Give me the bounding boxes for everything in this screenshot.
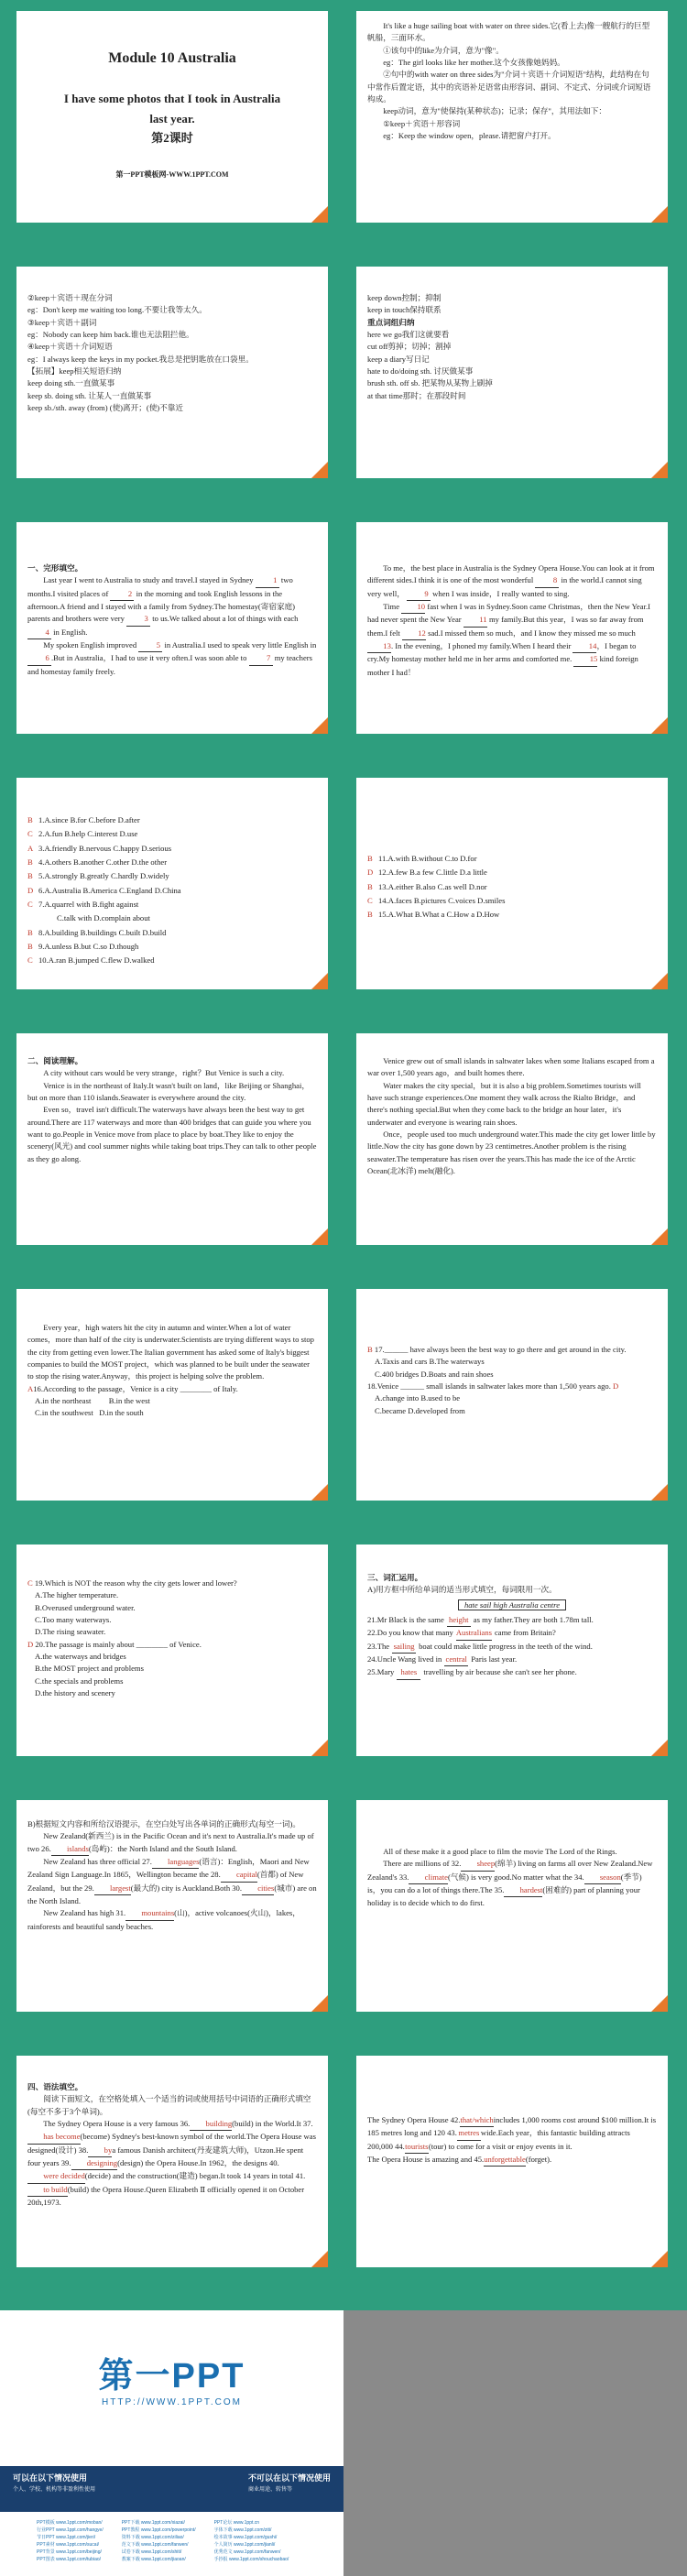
- corner-mark: [311, 1995, 328, 2012]
- option-row: C 7.A.quarrel with B.fight against: [27, 899, 139, 909]
- corner-mark: [651, 973, 668, 989]
- option: C.Too many waterways.: [35, 1614, 112, 1624]
- can-use-title: 可以在以下情况使用: [13, 2473, 88, 2483]
- option-row: B 13.A.either B.also C.as well D.nor: [367, 881, 487, 891]
- footer-link[interactable]: PPT论坛 www.1ppt.cn: [213, 2520, 260, 2526]
- line: ④keep＋宾语＋介词短语: [27, 342, 113, 352]
- vocab-item: 21.Mr Black is the same height as my father.They are both 1.78m tall.: [367, 1614, 657, 1627]
- slide-cloze-1: [11, 517, 333, 739]
- footer-link[interactable]: 行业PPT www.1ppt.com/hangye/: [37, 2527, 104, 2533]
- option-row: B 9.A.unless B.but C.so D.though: [27, 941, 139, 951]
- footer-link[interactable]: 试卷下载 www.1ppt.com/shiti/: [121, 2549, 182, 2555]
- section-head: 三、词汇运用。: [367, 1573, 423, 1582]
- option-row: B 4.A.others B.another C.other D.the other: [27, 857, 168, 867]
- paragraph: Even so，travel isn't difficult.The waterways have always been the best way to get around.There are 117 waterways and more than 400 bridges that can guide you where you want to go.People in Venice move from place to place by boat.They like to enjoy the scenery(风光) and cool summer nights while taking boat trips.They can talk to other people as they go along.: [27, 1105, 317, 1163]
- option-row: A.change into B.used to be: [375, 1393, 461, 1403]
- question-19: C 19.Which is NOT the reason why the city gets lower and lower?: [27, 1578, 237, 1588]
- fill-line: All of these make it a good place to film the movie The Lord of the Rings.: [383, 1847, 617, 1856]
- option-row: B 11.A.with B.without C.to D.for: [367, 854, 477, 863]
- option-row: C.400 bridges D.Boats and rain shoes: [375, 1369, 494, 1379]
- option-row: C 10.A.ran B.jumped C.flew D.walked: [27, 955, 155, 966]
- slide-phrases: [351, 261, 673, 484]
- option-row: A.Taxis and cars B.The waterways: [375, 1357, 485, 1367]
- footer-link[interactable]: PPT下载 www.1ppt.com/xiazai/: [121, 2520, 185, 2526]
- footer-link[interactable]: PPT素材 www.1ppt.com/sucai/: [37, 2542, 100, 2548]
- line: keep a diary写日记: [367, 354, 430, 364]
- blank-panel: [344, 2310, 687, 2576]
- line: keep sb. doing sth. 让某人一直做某事: [27, 390, 152, 400]
- fill-line: There are millions of 32. sheep(绵羊) living on farms all over New Zealand.New Zealand's 33. climate(气候) is very good.No matter what the 34. season(季节) is，you can do a lot of things there.The 35. hardest(困难的) part of planning your holiday is to decide which to do first.: [367, 1859, 653, 1908]
- option-row: B 15.A.What B.What a C.How a D.How: [367, 910, 500, 920]
- option-row: A.in the northeast B.in the west: [35, 1395, 150, 1405]
- link-column: [214, 2519, 289, 2569]
- corner-mark: [651, 717, 668, 734]
- footer-link[interactable]: 个人简历 www.1ppt.com/jianli/: [213, 2542, 276, 2548]
- footer-link[interactable]: 范文下载 www.1ppt.com/fanwen/: [121, 2542, 189, 2548]
- word-box: hate sail high Australia centre: [458, 1599, 566, 1610]
- corner-mark: [311, 973, 328, 989]
- usage-bar: [0, 2466, 344, 2512]
- line: cut off剪掉；切掉；割掉: [367, 342, 452, 352]
- brand-logo: [0, 2310, 344, 2466]
- slide-grammar-2: [351, 2050, 673, 2273]
- vocab-item: 24.Uncle Wang lived in central Paris last year.: [367, 1654, 657, 1666]
- option-row: C.talk with D.complain about: [57, 913, 150, 923]
- line: keep doing sth.一直做某事: [27, 378, 115, 388]
- slide-vocab-b-1: [11, 1795, 333, 2017]
- slide-cloze-2: [351, 517, 673, 739]
- footer-link[interactable]: 教案下载 www.1ppt.com/jiaoan/: [121, 2557, 186, 2562]
- line: ②句中的with water on three sides为"介词＋宾语＋介词短语"结构，此结构在句中常作后置定语，其中的宾语补足语常由形容词、副词、不定式、分词或介词短语构成。: [367, 70, 651, 104]
- section-head: 二、阅读理解。: [27, 1056, 83, 1065]
- site-watermark: 第一PPT模板网-WWW.1PPT.COM: [115, 170, 229, 180]
- line: brush sth. off sb. 把某物从某物上刷掉: [367, 378, 493, 388]
- line: eg：I always keep the keys in my pocket.我总是把钥匙放在口袋里。: [27, 354, 254, 364]
- footer-link[interactable]: 绘本故事 www.1ppt.com/gushi/: [213, 2535, 278, 2540]
- paragraph: A city without cars would be very strange，right？But Venice is such a city.: [43, 1068, 285, 1078]
- corner-mark: [651, 1740, 668, 1756]
- cloze-text: To me，the best place in Australia is the Sydney Opera House.You can look at it from different sides.I think it is one of the most wonderful 8 in the world.I cannot sing very well， 9 when I was inside，I really wanted to sing.: [367, 562, 657, 601]
- option-row: C 14.A.faces B.pictures C.voices D.smiles: [367, 895, 506, 905]
- module-title: Module 10 Australia: [108, 50, 236, 66]
- footer-link[interactable]: 资料下载 www.1ppt.com/ziliao/: [121, 2535, 184, 2540]
- cloze-text: My spoken English improved 5 in Australia.I used to speak very little English in 6 .But in Australia，I had to use it very often.I was soon able to 7 my teachers and homestay family freely.: [27, 639, 317, 676]
- footer-link[interactable]: 节日PPT www.1ppt.com/jieri/: [37, 2535, 96, 2540]
- option: B.Overused underground water.: [35, 1602, 136, 1612]
- slide-keep-phrases: [11, 261, 333, 484]
- corner-mark: [651, 206, 668, 223]
- line: keep动词，意为"使保持(某种状态)；记录；保存"，其用法如下：: [383, 106, 606, 116]
- line: hate to do/doing sth. 讨厌做某事: [367, 366, 474, 376]
- corner-mark: [311, 1228, 328, 1245]
- slide-keep-usage: [351, 5, 673, 228]
- option: D.The rising seawater.: [35, 1627, 106, 1637]
- option-row: D 6.A.Australia B.America C.England D.China: [27, 885, 181, 895]
- corner-mark: [311, 717, 328, 734]
- line: 重点词组归纳: [367, 317, 415, 327]
- slide-questions-17-18: [351, 1283, 673, 1506]
- unit-title-2: last year.: [149, 111, 195, 126]
- option-row: C 2.A.fun B.help C.interest D.use: [27, 829, 138, 839]
- option-row: B 8.A.building B.buildings C.built D.build: [27, 927, 167, 937]
- line: eg：The girl looks like her mother.这个女孩像她妈妈。: [383, 57, 565, 67]
- section-head: 一、完形填空。: [27, 563, 83, 573]
- footer-link[interactable]: PPT背景 www.1ppt.com/beijing/: [37, 2549, 102, 2555]
- line: 【拓展】keep相关短语归纳: [27, 366, 122, 376]
- can-use-detail: 个人、学校、机构等非盈利性使用: [13, 2487, 96, 2493]
- slide-questions-19-20: [11, 1539, 333, 1762]
- paragraph: Every year，high waters hit the city in autumn and winter.When a lot of water comes，more than half of the city is underwater.Scientists are trying different ways to stop the city from getting even lower.The Italian government has asked some of Italy's biggest companies to build the MOST project，which was planned to be built under the seawater to stop the rising water.Anyway，this project is helping solve the problem.: [27, 1323, 314, 1381]
- line: ②keep＋宾语＋现在分词: [27, 293, 113, 302]
- question-18: 18.Venice ______ small islands in saltwater lakes more than 1,500 years ago. D: [367, 1381, 619, 1391]
- line: keep in touch保持联系: [367, 305, 442, 315]
- paragraph: Venice grew out of small islands in saltwater lakes when some Italians escaped from a war over 1,500 years ago，and built homes there.: [367, 1056, 655, 1078]
- link-column: [37, 2519, 104, 2569]
- cloze-text: Last year I went to Australia to study and travel.I stayed in Sydney 1 two months.I visited places of 2 in the morning and took English lessons in the afternoon.A friend and I stayed with a family from Sydney.The homestay(寄宿家庭) parents and brothers were very 3 to us.We talked about a lot of things with each 4 in English.: [27, 574, 317, 639]
- options-list: [27, 814, 317, 966]
- link-columns: [0, 2512, 344, 2576]
- option-row: B 5.A.strongly B.greatly C.hardly D.widely: [27, 871, 169, 881]
- fill-line: New Zealand(新西兰) is in the Pacific Ocean and it's next to Australia.It's made up of two 26. islands(岛屿)：the North Island and the South Island.: [27, 1830, 317, 1856]
- slide-vocab-b-2: [351, 1795, 673, 2017]
- slide-reading-3: [11, 1283, 333, 1506]
- slide-cloze-options-2: [351, 772, 673, 995]
- cannot-use-detail: 商业用途、转售等: [247, 2487, 292, 2493]
- option-row: D 12.A.few B.a few C.little D.a little: [367, 868, 487, 878]
- question-20: D 20.The passage is mainly about ________ of Venice.: [27, 1639, 202, 1649]
- cannot-use-title: 不可以在以下情况使用: [247, 2473, 331, 2483]
- question-17: B 17.______ have always been the best way to go there and get around in the city.: [367, 1345, 627, 1354]
- option: B.the MOST project and problems: [35, 1664, 144, 1674]
- cloze-text: Time 10 fast when I was in Sydney.Soon came Christmas，then the New Year.I had never spent the New Year 11 my family.But this year，I was so far away from them.I felt 12 sad.I missed them so much，and I know they missed me so much 13. In the evening，I phoned my family.When I heard their 14，I began to cry.My homestay mother held me in her arms and comforted me. 15 kind foreign mother I had！: [367, 601, 650, 677]
- line: here we go我们这就要看: [367, 329, 450, 339]
- section-head: 四、语法填空。: [27, 2082, 83, 2091]
- line: ①该句中的like为介词，意为"像"。: [383, 45, 504, 55]
- vocab-items: [367, 1614, 657, 1680]
- footer-link[interactable]: PPT图表 www.1ppt.com/tubiao/: [37, 2557, 102, 2562]
- corner-mark: [311, 1740, 328, 1756]
- instruction: 阅读下面短文，在空格处填入一个适当的词或使用括号中词语的正确形式填空(每空不多于3个单词)。: [27, 2094, 311, 2116]
- logo-text: 第一PPT: [98, 2357, 245, 2396]
- line: at that time那时；在那段时间: [367, 390, 466, 400]
- corner-mark: [651, 2251, 668, 2267]
- option: A.the waterways and bridges: [35, 1651, 126, 1661]
- title-slide: [11, 5, 333, 228]
- footer-link[interactable]: 优秀范文 www.1ppt.com/fanwen/: [213, 2549, 281, 2555]
- fill-line: The Sydney Opera House 42.that/whichincludes 1,000 rooms cost around $100 million.It is 185 metres long and 120 43. metres wide.Each year，this fantastic building attracts 200,000 44.tourists(tour) to come for a visit or enjoy events in it.: [367, 2114, 657, 2154]
- line: eg：Nobody can keep him back.谁也无法阻拦他。: [27, 329, 194, 339]
- slide-reading-1: [11, 1028, 333, 1250]
- vocab-item: 23.The sailing boat could make little progress in the teeth of the wind.: [367, 1641, 657, 1654]
- corner-mark: [651, 1484, 668, 1501]
- corner-mark: [311, 2251, 328, 2267]
- footer: [0, 2310, 687, 2576]
- paragraph: Venice is in the northeast of Italy.It wasn't built on land，like Beijing or Shanghai，but on more than 110 islands.Seawater is everywhere around the city.: [27, 1080, 310, 1102]
- option-row: C.became D.developed from: [375, 1405, 465, 1415]
- slide-vocab-a: [351, 1539, 673, 1762]
- line: keep sb./sth. away (from) (使)离开；(使)不靠近: [27, 402, 183, 412]
- footer-link[interactable]: PPT模板 www.1ppt.com/moban/: [37, 2520, 103, 2526]
- option: D.the history and scenery: [35, 1687, 115, 1697]
- line: keep down控制；抑制: [367, 293, 442, 302]
- option: A.The higher temperature.: [35, 1590, 119, 1600]
- corner-mark: [651, 1228, 668, 1245]
- slide-cloze-options-1: [11, 772, 333, 995]
- fill-line: New Zealand has three official 27. languages(语言)：English，Maori and New Zealand Sign Language.In 1865，Wellington became the 28. capital(首都) of New Zealand，but the 29. largest(最大的) city is Auckland.Both 30. cities(城市) are on the North Island.: [27, 1856, 317, 1905]
- vocab-item: 25.Mary hates travelling by air because she can't see her phone.: [367, 1666, 657, 1679]
- fill-line: The Sydney Opera House is a very famous 36. building(build) in the World.It 37.has become(become) Sydney's best-known symbol of the world.The Opera House was designed(设计) 38. bya famous Danish architect(丹麦建筑大师)，Utzon.He spent four years 39. designing(design) the Opera House.In 1962，the designs 40.were decided(decide) and the construction(建造) began.It took 14 years in total 41.to build(build) the Opera House.Queen Elizabeth Ⅱ officially opened it on October 20th,1973.: [27, 2118, 316, 2207]
- corner-mark: [311, 1484, 328, 1501]
- footer-link[interactable]: 字体下载 www.1ppt.com/ziti/: [213, 2527, 272, 2533]
- instruction: B)根据短文内容和所给汉语提示，在空白处写出各单词的正确形式(每空一词)。: [27, 1819, 300, 1828]
- corner-mark: [311, 206, 328, 223]
- logo-url: HTTP://WWW.1PPT.COM: [102, 2397, 242, 2407]
- period: 第2课时: [151, 130, 193, 145]
- option-row: C.in the southwest D.in the south: [35, 1408, 144, 1418]
- corner-mark: [651, 462, 668, 478]
- corner-mark: [651, 1995, 668, 2012]
- instruction: A)用方框中所给单词的适当形式填空，每词限用一次。: [367, 1585, 557, 1595]
- fill-line: New Zealand has high 31. mountains(山)，active volcanoes(火山)，lakes，rainforests and beautiful sandy beaches.: [27, 1908, 300, 1931]
- link-column: [122, 2519, 196, 2569]
- slide-reading-2: [351, 1028, 673, 1250]
- slide-grammar-1: [11, 2050, 333, 2273]
- word-box-row: [367, 1599, 657, 1611]
- line: eg：Don't keep me waiting too long.不要让我等太久。: [27, 305, 207, 315]
- options-list: [367, 853, 657, 922]
- line: eg：Keep the window open，please.请把窗户打开。: [383, 130, 556, 140]
- fill-line: The Opera House is amazing and 45.unforgettable(forget).: [367, 2154, 657, 2167]
- option-row: B 1.A.since B.for C.before D.after: [27, 815, 140, 824]
- footer-link[interactable]: PPT教程 www.1ppt.com/powerpoint/: [121, 2527, 196, 2533]
- line: It's like a huge sailing boat with water on three sides.它(看上去)像一艘航行的巨型帆船，三面环水。: [367, 21, 650, 43]
- footer-link[interactable]: 手抄报 www.1ppt.com/shouchaobao/: [213, 2557, 289, 2562]
- option-row: A 3.A.friendly B.nervous C.happy D.serious: [27, 843, 172, 853]
- vocab-item: 22.Do you know that many Australians came from Britain?: [367, 1627, 657, 1640]
- paragraph: Water makes the city special，but it is also a big problem.Sometimes tourists will have such strange experiences.One moment they walk across the Rialto Bridge，and there's nothing special.But when they come back to the bridge an hour later，it's underwater and everyone is wearing rain shoes.: [367, 1080, 641, 1127]
- line: ①keep＋宾语＋形容词: [383, 118, 461, 128]
- question-16: A16.According to the passage，Venice is a city ________ of Italy.: [27, 1383, 238, 1393]
- corner-mark: [311, 462, 328, 478]
- unit-title-1: I have some photos that I took in Australia: [63, 91, 281, 105]
- option: C.the specials and problems: [35, 1675, 124, 1686]
- line: ③keep＋宾语＋副词: [27, 317, 97, 327]
- paragraph: Once，people used too much underground water.This made the city get lower little by little.Now the city has gone down by 23 centimetres.Another problem is the rising seawater.The temperature has risen over the years.This has made the ice of the Arctic Ocean(北冰洋) melt(融化).: [367, 1129, 656, 1175]
